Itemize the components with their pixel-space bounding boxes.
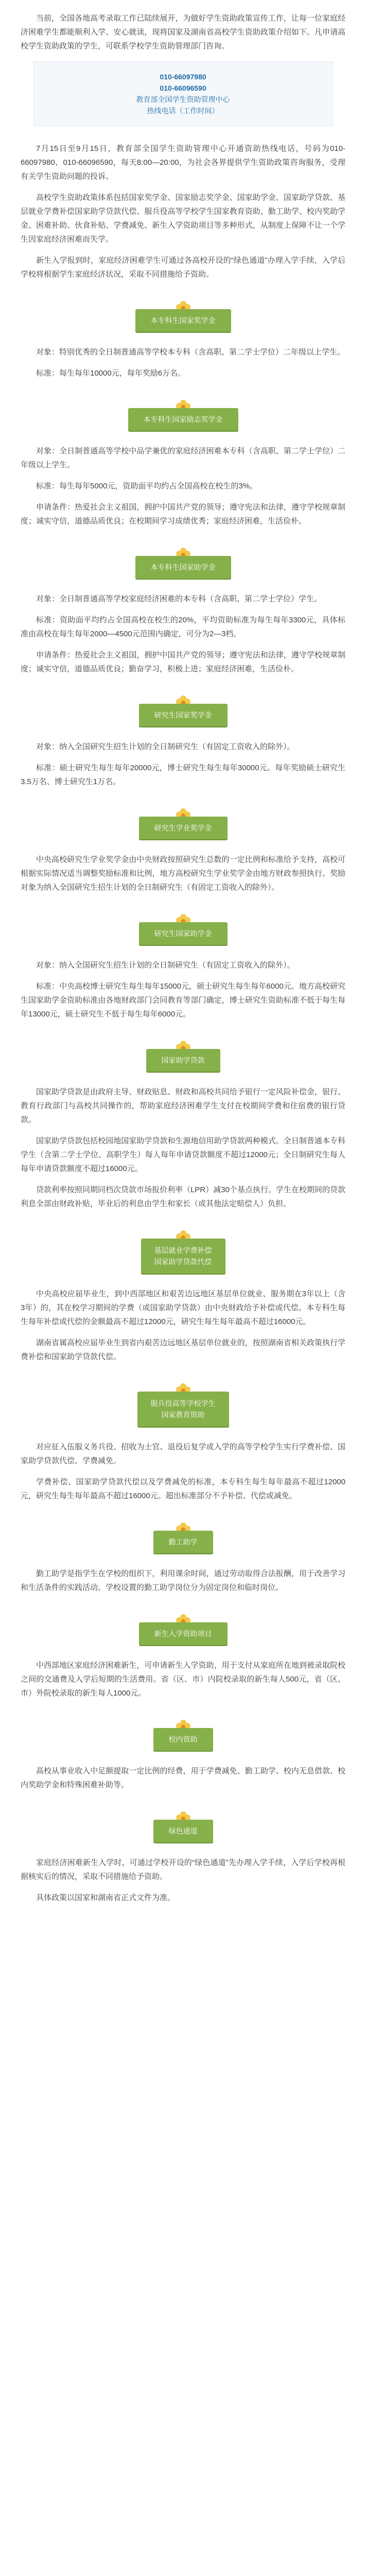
section-title: 国家助学贷款: [146, 1049, 220, 1072]
closing-note: 具体政策以国家和湖南省正式文件为准。: [36, 1893, 176, 1902]
section-title: 研究生国家奖学金: [139, 704, 228, 726]
section-paragraph: 国家助学贷款是由政府主导、财政贴息、财政和高校共同给予银行一定风险补偿金，银行、教育行政部门与高校共同操作的，帮助家庭经济困难学生支付在校期间学费和住宿费的银行贷款。: [21, 1088, 345, 1124]
section-title: 服兵役高等学校学生 国家教育资助: [137, 1392, 229, 1427]
section-paragraph: 标准：中央高校博士研究生每生每年15000元，硕士研究生每生每年6000元。地方高校研究生国家助学金资助标准由各地财政部门会同教育等部门确定，博士研究生资助标准不低于每生每年13000元，硕士研究生不低于每生每年6000元。: [21, 982, 345, 1019]
section-title: 勤工助学: [153, 1531, 213, 1553]
section-paragraph: 高校从事业收入中足额提取一定比例的经费，用于学费减免、勤工助学、校内无息借款、校内奖助学金和特殊困难补助等。: [21, 1767, 345, 1789]
section-header: [0, 806, 366, 839]
section-header: [0, 398, 366, 431]
section-title: 本专科生国家助学金: [135, 556, 231, 579]
section-header: [0, 1039, 366, 1072]
section-title: 校内资助: [153, 1728, 213, 1751]
section-paragraph: 对象：特别优秀的全日制普通高等学校本专科（含高职、第二学士学位）二年级以上学生。: [36, 348, 345, 357]
hotline-paragraph: 7月15日至9月15日，教育部全国学生资助管理中心开通资助热线电话，号码为010-66097980、010-66096590，每天8:00—20:00，为社会各界提供学生资助政策咨询服务，受理有关学生资助问题的投诉。: [21, 144, 345, 181]
section-header: [0, 1612, 366, 1645]
section-paragraph: 对象：纳入全国研究生招生计划的全日制研究生（有固定工资收入的除外）。: [36, 961, 295, 970]
section-paragraph: 对应征入伍服义务兵役、招收为士官、退役后复学或入学的高等学校学生实行学费补偿、国家助学贷款代偿、学费减免。: [21, 1443, 345, 1465]
hotline-box: [33, 61, 333, 126]
section-title: 研究生国家助学金: [139, 922, 228, 945]
section-title: 绿色通道: [153, 1820, 213, 1842]
section-paragraph: 对象：纳入全国研究生招生计划的全日制研究生（有固定工资收入的除外）。: [36, 742, 295, 751]
section-title: 基层就业学费补偿 国家助学贷款代偿: [141, 1239, 225, 1274]
section-title: 新生入学资助项目: [139, 1622, 228, 1645]
section-header: [0, 912, 366, 945]
hotline-organization: 教育部全国学生资助管理中心: [136, 95, 230, 104]
section-header: [0, 1520, 366, 1553]
intro-paragraph: 当前，全国各地高考录取工作已陆续展开，为做好学生资助政策宣传工作，让每一位家庭经济困难学生都能顺利入学、安心就读，现将国家及湖南省高校学生资助政策介绍如下。凡申请高校学生资助政策的学生，可联系学校学生资助管理部门咨询。: [21, 14, 345, 50]
section-paragraph: 申请条件：热爱社会主义祖国，拥护中国共产党的领导；遵守宪法和法律，遵守学校规章制度；诚实守信，道德品质优良；勤奋学习，积极上进；家庭经济困难，生活俭朴。: [21, 651, 345, 673]
overview-paragraph-1: 高校学生资助政策体系包括国家奖学金、国家励志奖学金、国家助学金、国家助学贷款、基层就业学费补偿国家助学贷款代偿、服兵役高等学校学生国家教育资助、勤工助学、校内奖助学金、困难补助、伙食补贴、学费减免、新生入学资助项目等多种形式，从制度上保障不让一个学生因家庭经济困难而失学。: [21, 193, 345, 244]
section-paragraph: 家庭经济困难新生入学时，可通过学校开设的“绿色通道”先办理入学手续，入学后学校再根据核实后的情况，采取不同措施给予资助。: [21, 1858, 345, 1881]
section-paragraph: 贷款利率按照同期同档次贷款市场报价利率（LPR）减30个基点执行。学生在校期间的贷款利息全部由财政补贴，毕业后的利息由学生和家长（或其他法定赔偿人）负担。: [21, 1185, 345, 1208]
section-header: [0, 546, 366, 579]
section-title: 本专科生国家奖学金: [135, 309, 231, 332]
section-paragraph: 标准：资助面平均约占全国高校在校生的20%，平均资助标准为每生每年3300元，具体标准由高校在每生每年2000—4500元范围内确定，可分为2—3档。: [21, 616, 345, 638]
hotline-number-1[interactable]: 010-66097980: [160, 73, 206, 81]
section-paragraph: 勤工助学是指学生在学校的组织下，利用课余时间，通过劳动取得合法报酬，用于改善学习和生活条件的实践活动。学校设置的勤工助学岗位分为固定岗位和临时岗位。: [21, 1569, 345, 1592]
section-paragraph: 中央高校应届毕业生，到中西部地区和艰苦边远地区基层单位就业、服务期在3年以上（含3年）的，其在校学习期间的学费（或国家助学贷款）由中央财政给予补偿或代偿。本专科生每生每年补偿或代偿的金额最高不超过12000元，研究生每生每年最高不超过16000元。: [21, 1290, 345, 1326]
section-paragraph: 国家助学贷款包括校园地国家助学贷款和生源地信用助学贷款两种模式。全日制普通本专科学生（含第二学士学位、高职学生）每人每年申请贷款额度不超过12000元；全日制研究生每人每年申请贷款额度不超过16000元。: [21, 1137, 345, 1173]
hotline-caption: 热线电话（工作时间）: [147, 107, 219, 115]
section-header: [0, 1381, 366, 1427]
section-header: [0, 1718, 366, 1751]
section-paragraph: 中央高校研究生学业奖学金由中央财政按照研究生总数的一定比例和标准给予支持，高校可根据实际情况适当调整奖励标准和比例，地方高校研究生学业奖学金由地方财政参照执行。奖励对象为纳入全国研究生招生计划的全日制研究生（有固定工资收入的除外）。: [21, 855, 345, 892]
section-header: [0, 1809, 366, 1842]
section-paragraph: 对象：全日制普通高等学校家庭经济困难的本专科（含高职、第二学士学位）学生。: [36, 595, 322, 603]
section-title: 本专科生国家励志奖学金: [128, 408, 238, 431]
section-title: 研究生学业奖学金: [139, 817, 228, 839]
section-header: [0, 693, 366, 726]
policy-sections: [0, 299, 366, 1884]
section-header: [0, 1228, 366, 1274]
overview-paragraph-2: 新生入学报到时，家庭经济困难学生可通过各高校开设的“绿色通道”办理入学手续，入学后学校将根据学生家庭经济状况，采取不同措施给予资助。: [21, 256, 345, 279]
section-header: [0, 299, 366, 332]
section-paragraph: 对象：全日制普通高等学校中品学兼优的家庭经济困难本专科（含高职、第二学士学位）二年级以上学生。: [21, 447, 345, 469]
section-paragraph: 中西部地区家庭经济困难新生，可申请新生入学资助，用于支付从家庭所在地到被录取院校之间的交通费及入学后短期的生活费用。省（区、市）内院校录取的新生每人500元，省（区、市）外院校录取的新生每人1000元。: [21, 1661, 345, 1698]
section-paragraph: 标准：每生每年10000元，每年奖励6万名。: [36, 369, 186, 378]
section-paragraph: 标准：硕士研究生每生每年20000元，博士研究生每生每年30000元。每年奖励硕士研究生3.5万名、博士研究生1万名。: [21, 764, 345, 786]
hotline-number-2[interactable]: 010-66096590: [160, 84, 206, 92]
section-paragraph: 湖南省属高校应届毕业生到省内艰苦边远地区基层单位就业的，按照湖南省相关政策执行学费补偿和国家助学贷款代偿。: [21, 1338, 345, 1361]
section-paragraph: 学费补偿、国家助学贷款代偿以及学费减免的标准，本专科生每生每年最高不超过12000元，研究生每生每年最高不超过16000元。超出标准部分不予补偿、代偿或减免。: [21, 1478, 345, 1500]
section-paragraph: 申请条件：热爱社会主义祖国，拥护中国共产党的领导；遵守宪法和法律，遵守学校规章制度；诚实守信，道德品质优良；在校期间学习成绩优秀；家庭经济困难，生活俭朴。: [21, 503, 345, 526]
section-paragraph: 标准：每生每年5000元，资助面平均约占全国高校在校生的3%。: [36, 482, 258, 490]
